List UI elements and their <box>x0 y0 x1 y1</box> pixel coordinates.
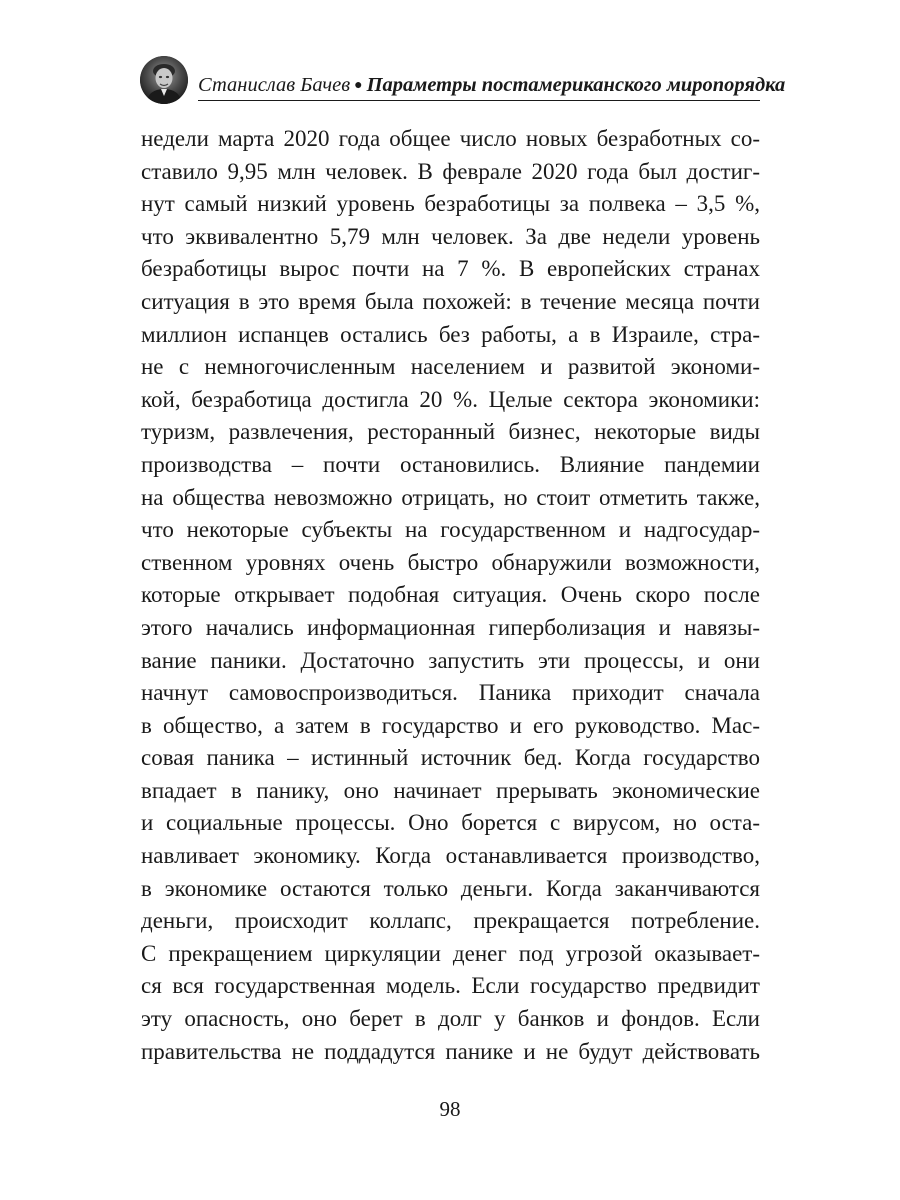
text-line: ставило 9,95 млн человек. В феврале 2020 года был достиг- <box>141 158 760 184</box>
header-divider <box>198 100 760 101</box>
text-line: правительства не поддадутся панике и не будут действовать <box>141 1038 760 1064</box>
text-line: недели марта 2020 года общее число новых безработных со- <box>141 126 760 151</box>
text-line: навливает экономику. Когда останавливается производство, <box>141 843 760 869</box>
text-line: деньги, происходит коллапс, прекращается потребление. <box>141 908 760 934</box>
text-line: в экономике остаются только деньги. Когда заканчиваются <box>141 875 760 901</box>
author-name: Станислав Бачев <box>198 74 351 96</box>
running-header <box>140 56 786 102</box>
text-line: безработицы вырос почти на 7 %. В европейских странах <box>141 256 760 282</box>
text-line: вание паники. Достаточно запустить эти процессы, и они <box>141 647 760 673</box>
text-line: ственном уровнях очень быстро обнаружили возможности, <box>141 549 760 575</box>
title-separator: ● <box>354 78 363 93</box>
author-portrait <box>140 56 188 104</box>
text-line: на общества невозможно отрицать, но стоит отметить также, <box>141 484 760 510</box>
text-line: в общество, а затем в государство и его руководство. Мас- <box>141 712 760 738</box>
text-line: миллион испанцев остались без работы, а в Израиле, стра- <box>141 321 760 347</box>
text-line: что эквивалентно 5,79 млн человек. За две недели уровень <box>141 223 760 249</box>
book-title: Параметры постамериканского миропорядка <box>366 74 786 96</box>
text-line: нут самый низкий уровень безработицы за полвека – 3,5 %, <box>141 191 760 217</box>
running-title <box>198 73 785 100</box>
text-line: начнут самовоспроизводиться. Паника приходит сначала <box>141 680 760 706</box>
author-portrait-icon <box>140 56 188 104</box>
text-line: которые открывает подобная ситуация. Очень скоро после <box>141 582 760 608</box>
body-text <box>141 123 760 1068</box>
text-line: кой, безработица достигла 20 %. Целые сектора экономики: <box>141 386 760 412</box>
text-line: и социальные процессы. Оно борется с вирусом, но оста- <box>141 810 760 836</box>
text-line: совая паника – истинный источник бед. Когда государство <box>141 745 760 771</box>
text-line: не с немногочисленным населением и развитой экономи- <box>141 354 760 380</box>
text-line: этого начались информационная гиперболизация и навязы- <box>141 614 760 640</box>
text-line: туризм, развлечения, ресторанный бизнес, некоторые виды <box>141 419 760 445</box>
text-line: что некоторые субъекты на государственном и надгосудар- <box>141 517 760 543</box>
page-number: 98 <box>439 1097 461 1121</box>
text-line: С прекращением циркуляции денег под угрозой оказывает- <box>141 940 760 966</box>
text-line: впадает в панику, оно начинает прерывать экономические <box>141 777 760 803</box>
text-line: ся вся государственная модель. Если государство предвидит <box>141 973 760 999</box>
text-line: эту опасность, оно берет в долг у банков и фондов. Если <box>141 1006 760 1032</box>
text-line: производства – почти остановились. Влияние пандемии <box>141 451 760 477</box>
text-line: ситуация в это время была похожей: в течение месяца почти <box>141 288 760 314</box>
